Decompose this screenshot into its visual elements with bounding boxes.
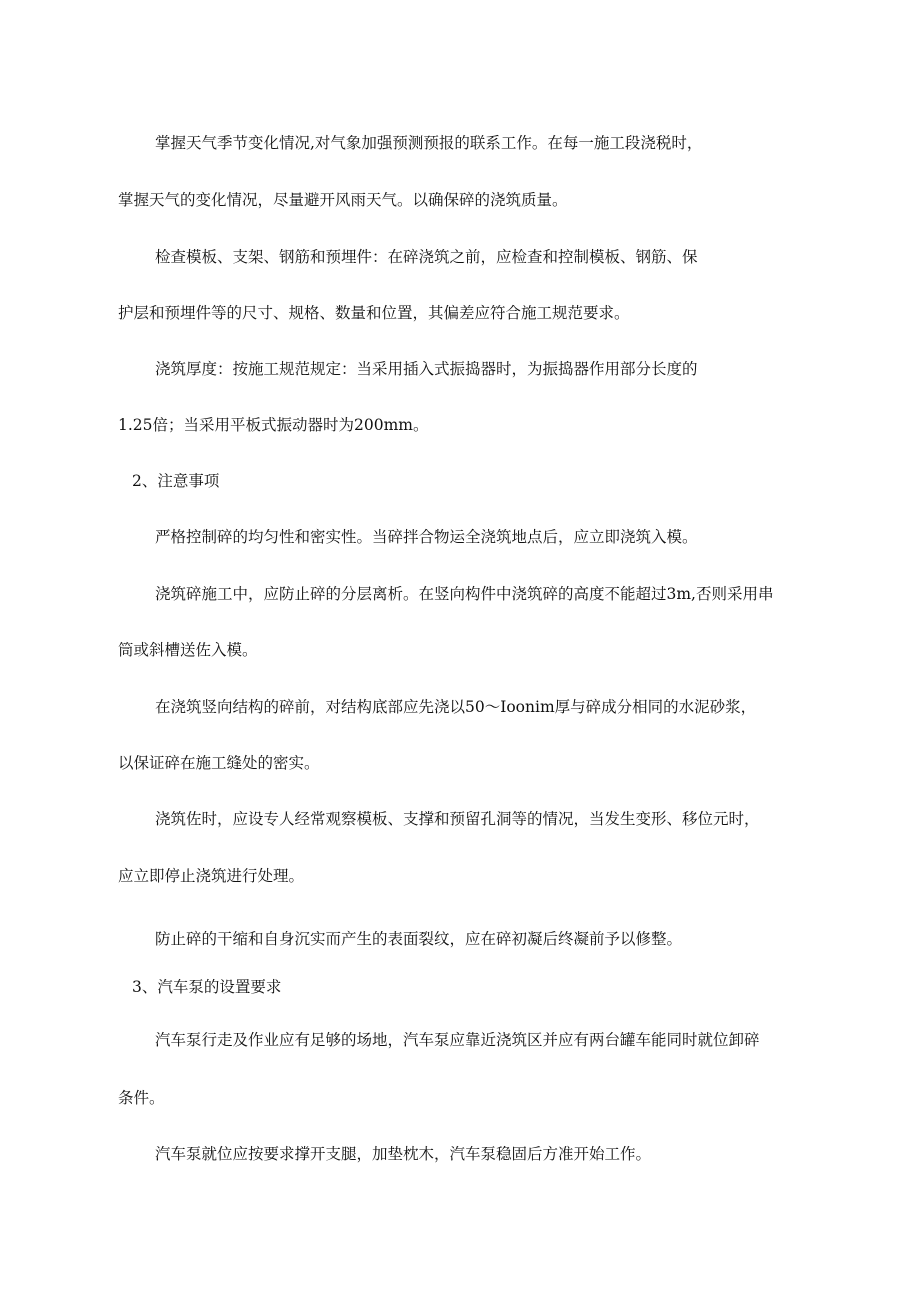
paragraph-line-7: 严格控制碎的均匀性和密实性。当碎拌合物运全浇筑地点后，应立即浇筑入模。 (155, 528, 698, 546)
paragraph-line-17: 汽车泵就位应按要求撑开支腿，加垫枕木，汽车泵稳固后方准开始工作。 (155, 1145, 652, 1163)
paragraph-line-9: 筒或斜槽送佐入模。 (118, 641, 258, 659)
paragraph-line-16: 条件。 (118, 1089, 165, 1107)
paragraph-line-11: 以保证碎在施工缝处的密实。 (118, 754, 320, 772)
paragraph-line-10: 在浇筑竖向结构的碎前，对结构底部应先浇以50～Ioonim厚与碎成分相同的水泥砂浆， (155, 698, 757, 716)
paragraph-line-3: 检查模板、支架、钢筋和预埋件：在碎浇筑之前，应检查和控制模板、钢筋、保 (155, 248, 698, 266)
paragraph-line-12: 浇筑佐时，应设专人经常观察模板、支撑和预留孔洞等的情况，当发生变形、移位元时， (155, 810, 760, 828)
paragraph-line-8: 浇筑碎施工中，应防止碎的分层离析。在竖向构件中浇筑碎的高度不能超过3m,否则采用串 (155, 585, 774, 603)
paragraph-line-13: 应立即停止浇筑进行处理。 (118, 867, 305, 885)
paragraph-line-1: 掌握天气季节变化情况,对气象加强预测预报的联系工作。在每一施工段浇税时， (155, 134, 703, 152)
paragraph-line-5: 浇筑厚度：按施工规范规定：当采用插入式振捣器时，为振捣器作用部分长度的 (155, 360, 698, 378)
paragraph-line-6: 1.25倍；当采用平板式振动器时为200mm。 (118, 416, 429, 434)
paragraph-line-15: 汽车泵行走及作业应有足够的场地，汽车泵应靠近浇筑区并应有两台罐车能同时就位卸碎 (155, 1031, 760, 1049)
paragraph-line-2: 掌握天气的变化情况，尽量避开风雨天气。以确保碎的浇筑质量。 (118, 191, 568, 209)
paragraph-line-14: 防止碎的干缩和自身沉实而产生的表面裂纹，应在碎初凝后终凝前予以修整。 (155, 930, 683, 948)
section-heading-3: 3、汽车泵的设置要求 (132, 978, 282, 996)
paragraph-line-4: 护层和预埋件等的尺寸、规格、数量和位置，其偏差应符合施工规范要求。 (118, 304, 630, 322)
section-heading-2: 2、注意事项 (132, 472, 220, 490)
